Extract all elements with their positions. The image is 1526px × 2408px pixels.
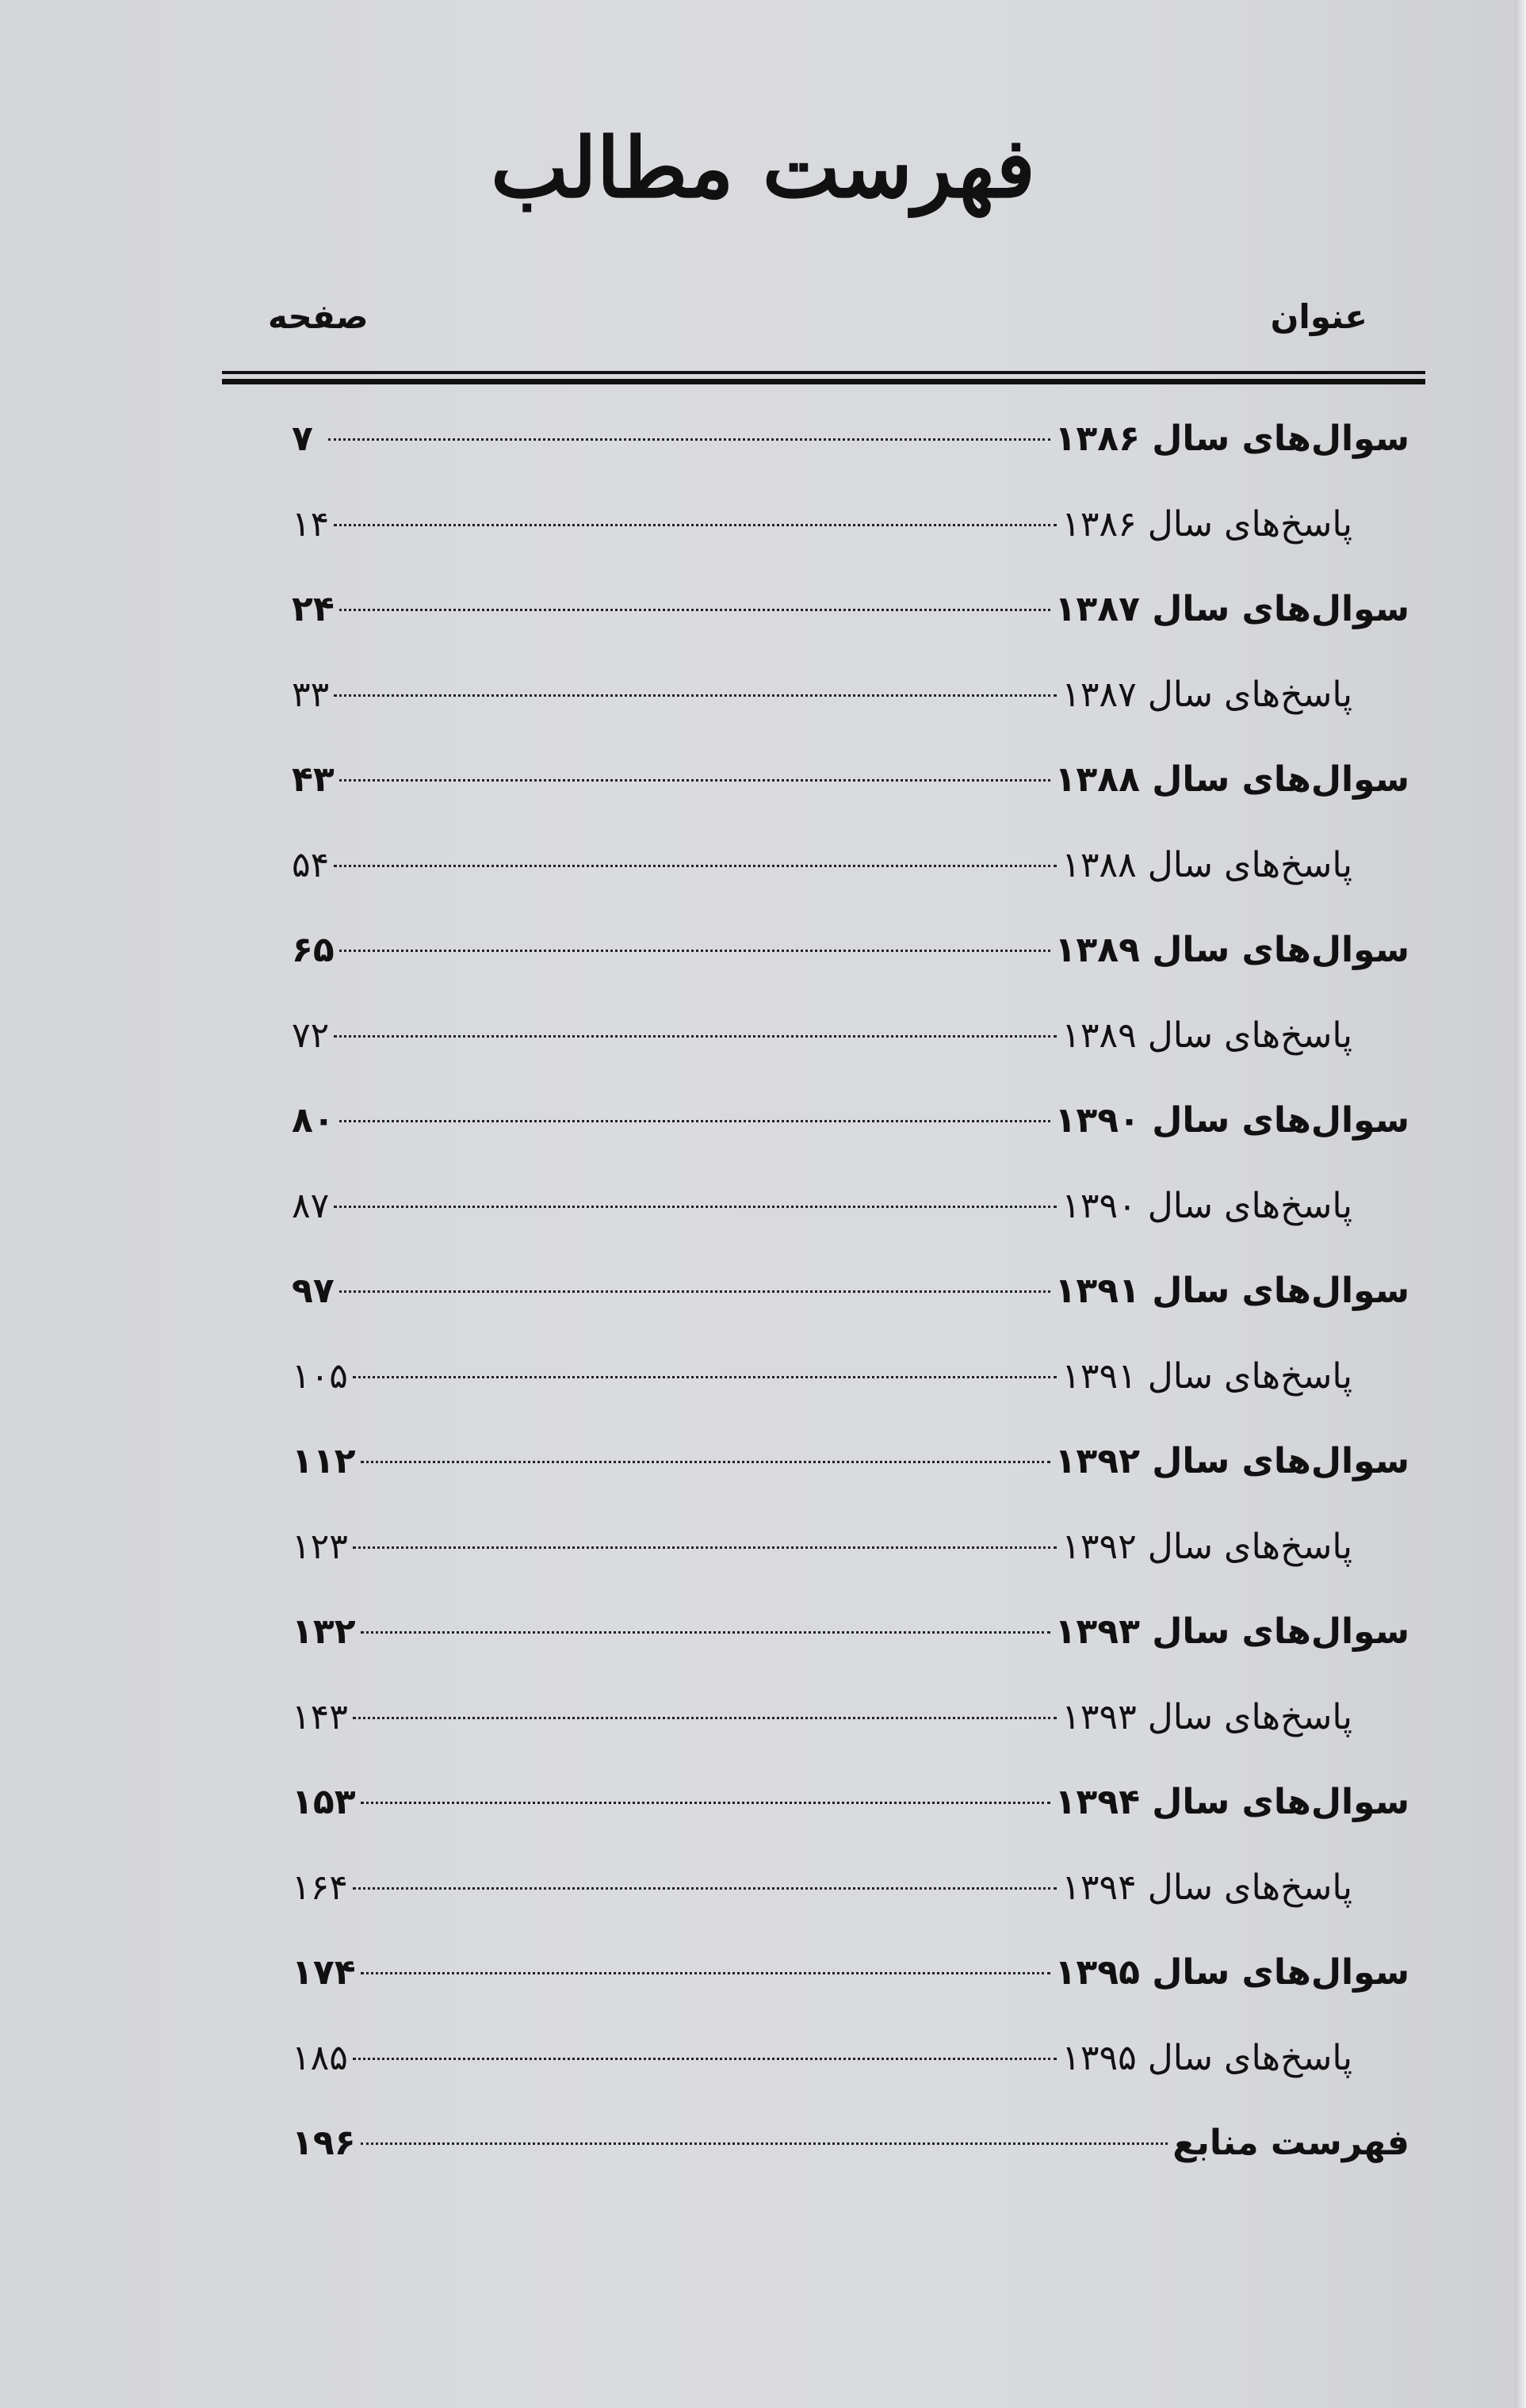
entry-title: پاسخ‌های سال ۱۳۸۷ (1061, 674, 1352, 715)
entry-title: سوال‌های سال ۱۳۸۷ (1054, 589, 1409, 629)
dot-leader (353, 1887, 1057, 1890)
header-rule-thick (222, 379, 1425, 384)
page-number: ۴۳ (292, 759, 335, 800)
toc-subsection-entry (292, 2016, 1409, 2101)
toc-section-entry (292, 1419, 1409, 1504)
entry-title: فهرست منابع (1172, 2123, 1409, 2163)
dot-leader (353, 1717, 1057, 1719)
page-number: ۷۲ (292, 1015, 330, 1056)
entry-title: سوال‌های سال ۱۳۹۲ (1054, 1441, 1409, 1481)
dot-leader (339, 1290, 1050, 1293)
dot-leader (334, 524, 1057, 526)
dot-leader (361, 1972, 1050, 1974)
page-number: ۸۷ (292, 1185, 330, 1226)
page-number: ۶۵ (292, 930, 335, 970)
page-number: ۱۱۲ (292, 1441, 356, 1481)
page-number: ۱۶۴ (292, 1867, 348, 1908)
toc-subsection-entry (292, 652, 1409, 738)
toc-subsection-entry (292, 1164, 1409, 1249)
toc-section-entry (292, 1589, 1409, 1675)
dot-leader (361, 1802, 1050, 1804)
entry-title: پاسخ‌های سال ۱۳۹۴ (1061, 1867, 1352, 1908)
title-column-header: عنوان (1270, 297, 1367, 336)
toc-subsection-entry (292, 482, 1409, 568)
page-number: ۸۰ (292, 1100, 335, 1141)
page-number: ۹۷ (292, 1271, 335, 1311)
page-number: ۷ (292, 419, 313, 459)
toc-section-entry (292, 1078, 1409, 1164)
entry-title: پاسخ‌های سال ۱۳۸۹ (1061, 1015, 1352, 1056)
table-of-contents (292, 396, 1409, 2186)
toc-subsection-entry (292, 1845, 1409, 1931)
dot-leader (328, 438, 1050, 441)
page-edge (1515, 0, 1526, 2408)
toc-subsection-entry (292, 1334, 1409, 1420)
dot-leader (353, 1546, 1057, 1549)
dot-leader (339, 779, 1050, 782)
toc-subsection-entry (292, 1675, 1409, 1760)
dot-leader (334, 694, 1057, 697)
entry-title: پاسخ‌های سال ۱۳۹۱ (1061, 1355, 1352, 1397)
toc-section-entry (292, 396, 1409, 482)
toc-section-entry (292, 908, 1409, 993)
page-number: ۲۴ (292, 589, 335, 629)
entry-title: سوال‌های سال ۱۳۸۸ (1054, 759, 1409, 800)
dot-leader (334, 1035, 1057, 1038)
toc-section-entry (292, 1760, 1409, 1845)
dot-leader (339, 609, 1050, 611)
page-number: ۱۴ (292, 503, 330, 545)
entry-title: سوال‌های سال ۱۳۹۳ (1054, 1611, 1409, 1652)
entry-title: پاسخ‌های سال ۱۳۹۳ (1061, 1696, 1352, 1737)
entry-title: پاسخ‌های سال ۱۳۹۵ (1061, 2037, 1352, 2078)
toc-section-entry (292, 567, 1409, 652)
page-title: فهرست مطالب (490, 119, 1036, 216)
page-number: ۱۳۲ (292, 1611, 356, 1652)
toc-subsection-entry (292, 993, 1409, 1079)
dot-leader (339, 1120, 1050, 1122)
entry-title: پاسخ‌های سال ۱۳۸۶ (1061, 503, 1352, 545)
dot-leader (334, 865, 1057, 867)
toc-section-entry (292, 1248, 1409, 1334)
header-rule-thin (222, 371, 1425, 374)
entry-title: سوال‌های سال ۱۳۹۱ (1054, 1271, 1409, 1311)
dot-leader (353, 2058, 1057, 2060)
toc-section-entry (292, 737, 1409, 823)
entry-title: سوال‌های سال ۱۳۸۶ (1054, 419, 1409, 459)
entry-title: سوال‌های سال ۱۳۹۴ (1054, 1782, 1409, 1822)
page-number: ۱۵۳ (292, 1782, 356, 1822)
toc-subsection-entry (292, 1504, 1409, 1590)
entry-title: سوال‌های سال ۱۳۹۵ (1054, 1952, 1409, 1993)
page-number: ۳۳ (292, 674, 330, 715)
page-number: ۱۲۳ (292, 1526, 348, 1567)
page-number: ۱۷۴ (292, 1952, 356, 1993)
entry-title: پاسخ‌های سال ۱۳۹۲ (1061, 1526, 1352, 1567)
page-number: ۱۹۶ (292, 2123, 356, 2163)
entry-title: پاسخ‌های سال ۱۳۹۰ (1061, 1185, 1352, 1226)
page-number: ۵۴ (292, 844, 330, 885)
dot-leader (334, 1206, 1057, 1208)
toc-section-entry (292, 1930, 1409, 2016)
entry-title: سوال‌های سال ۱۳۸۹ (1054, 930, 1409, 970)
page-number: ۱۴۳ (292, 1696, 348, 1737)
page-number: ۱۰۵ (292, 1355, 348, 1397)
dot-leader (339, 950, 1050, 952)
toc-section-entry (292, 2100, 1409, 2186)
dot-leader (361, 2142, 1168, 2145)
page-number: ۱۸۵ (292, 2037, 348, 2078)
toc-subsection-entry (292, 823, 1409, 908)
entry-title: پاسخ‌های سال ۱۳۸۸ (1061, 844, 1352, 885)
page-column-header: صفحه (268, 297, 369, 336)
dot-leader (361, 1461, 1050, 1463)
dot-leader (353, 1376, 1057, 1378)
dot-leader (361, 1631, 1050, 1634)
entry-title: سوال‌های سال ۱۳۹۰ (1054, 1100, 1409, 1141)
